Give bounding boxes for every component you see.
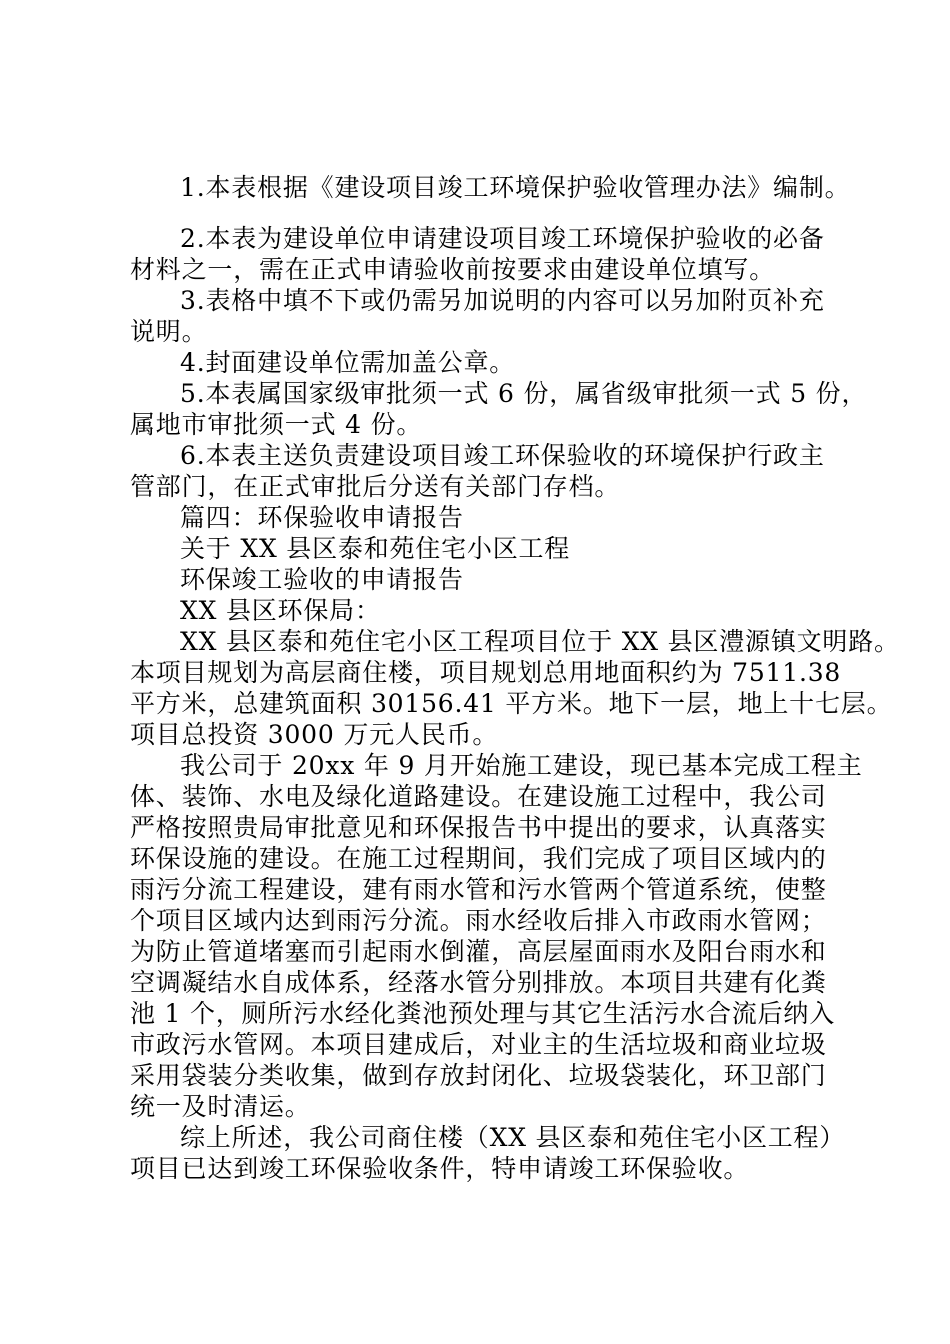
paragraph-2-line-8: 空调凝结水自成体系，经落水管分别排放。本项目共建有化粪 [130,968,827,997]
paragraph-2-line-4: 环保设施的建设。在施工过程期间，我们完成了项目区域内的 [130,844,827,873]
paragraph-2-line-2: 体、装饰、水电及绿化道路建设。在建设施工过程中，我公司 [130,782,827,811]
report-title-line-1: 关于 XX 县区泰和苑住宅小区工程 [180,534,571,563]
spacer [130,203,870,223]
section-title: 篇四：环保验收申请报告 [180,503,464,532]
note-2-line-1: 2.本表为建设单位申请建设项目竣工环境保护验收的必备 [180,224,825,253]
paragraph-2-line-1: 我公司于 20xx 年 9 月开始施工建设，现已基本完成工程主 [180,751,863,780]
note-3-line-1: 3.表格中填不下或仍需另加说明的内容可以另加附页补充 [180,286,825,315]
paragraph-1-line-1: XX 县区泰和苑住宅小区工程项目位于 XX 县区澧源镇文明路。 [180,627,900,656]
document-page [130,172,900,1184]
addressee: XX 县区环保局： [180,596,381,625]
paragraph-2-line-9: 池 1 个，厕所污水经化粪池预处理与其它生活污水合流后纳入 [130,999,836,1028]
note-3-line-2: 说明。 [130,317,208,346]
note-2-line-2: 材料之一，需在正式申请验收前按要求由建设单位填写。 [130,255,776,284]
note-5-line-2: 属地市审批须一式 4 份。 [130,410,423,439]
paragraph-3-line-1: 综上所述，我公司商住楼（XX 县区泰和苑住宅小区工程） [180,1123,846,1152]
paragraph-1-line-4: 项目总投资 3000 万元人民币。 [130,720,499,749]
paragraph-1-line-3: 平方米，总建筑面积 30156.41 平方米。地下一层，地上十七层。 [130,689,893,718]
note-6-line-1: 6.本表主送负责建设项目竣工环保验收的环境保护行政主 [180,441,825,470]
paragraph-2-line-11: 采用袋装分类收集，做到存放封闭化、垃圾袋装化，环卫部门 [130,1061,827,1090]
paragraph-2-line-6: 个项目区域内达到雨污分流。雨水经收后排入市政雨水管网； [130,906,827,935]
paragraph-1-line-2: 本项目规划为高层商住楼，项目规划总用地面积约为 7511.38 [130,658,842,687]
paragraph-3-line-2: 项目已达到竣工环保验收条件，特申请竣工环保验收。 [130,1154,750,1183]
paragraph-2-line-10: 市政污水管网。本项目建成后，对业主的生活垃圾和商业垃圾 [130,1030,827,1059]
paragraph-2-line-3: 严格按照贵局审批意见和环保报告书中提出的要求，认真落实 [130,813,827,842]
note-1: 1.本表根据《建设项目竣工环境保护验收管理办法》编制。 [180,173,851,202]
paragraph-2-line-12: 统一及时清运。 [130,1092,311,1121]
paragraph-2-line-5: 雨污分流工程建设，建有雨水管和污水管两个管道系统，使整 [130,875,827,904]
note-5-line-1: 5.本表属国家级审批须一式 6 份，属省级审批须一式 5 份， [180,379,868,408]
note-6-line-2: 管部门，在正式审批后分送有关部门存档。 [130,472,621,501]
note-4: 4.封面建设单位需加盖公章。 [180,348,516,377]
paragraph-2-line-7: 为防止管道堵塞而引起雨水倒灌，高层屋面雨水及阳台雨水和 [130,937,827,966]
report-title-line-2: 环保竣工验收的申请报告 [180,565,464,594]
